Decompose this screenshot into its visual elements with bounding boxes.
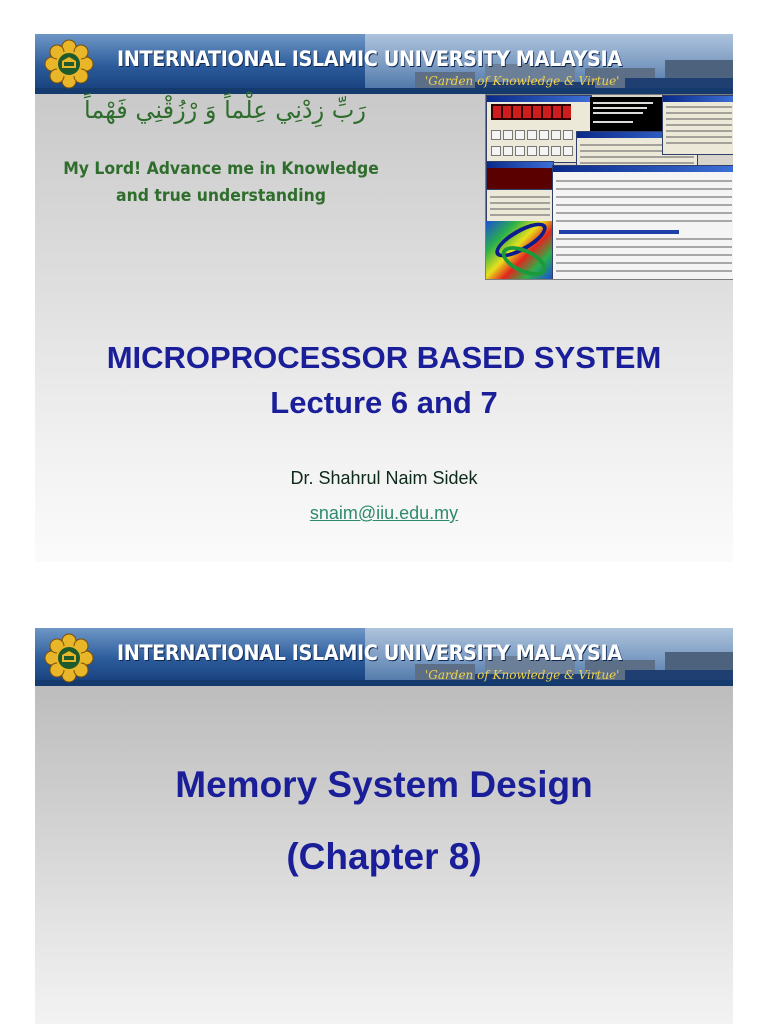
university-motto: 'Garden of Knowledge & Virtue' xyxy=(425,668,620,682)
slide-subtitle: (Chapter 8) xyxy=(286,836,482,877)
prayer-translation: My Lord! Advance me in Knowledge and true understanding xyxy=(63,159,379,206)
university-motto: 'Garden of Knowledge & Virtue' xyxy=(425,74,620,88)
course-title: MICROPROCESSOR BASED SYSTEM xyxy=(106,340,662,375)
author-email-link[interactable]: snaim@iiu.edu.my xyxy=(309,503,459,523)
university-banner xyxy=(35,628,733,686)
slide-title: Memory System Design xyxy=(175,764,593,805)
arabic-prayer: رَبِّ زِدْنِي عِلْماً وَ رْزُقْنِي فَهْماً xyxy=(84,96,366,124)
university-name: INTERNATIONAL ISLAMIC UNIVERSITY MALAYSIA xyxy=(117,47,622,71)
university-banner xyxy=(35,34,733,94)
lecture-subtitle: Lecture 6 and 7 xyxy=(270,385,498,420)
slide-1 xyxy=(35,34,733,562)
iium-crest-icon xyxy=(43,38,95,90)
author-name: Dr. Shahrul Naim Sidek xyxy=(290,468,478,488)
iium-crest-icon xyxy=(43,632,95,684)
university-name: INTERNATIONAL ISLAMIC UNIVERSITY MALAYSIA xyxy=(117,641,622,665)
slide-2 xyxy=(35,628,733,1024)
software-screenshot-collage xyxy=(485,94,733,280)
